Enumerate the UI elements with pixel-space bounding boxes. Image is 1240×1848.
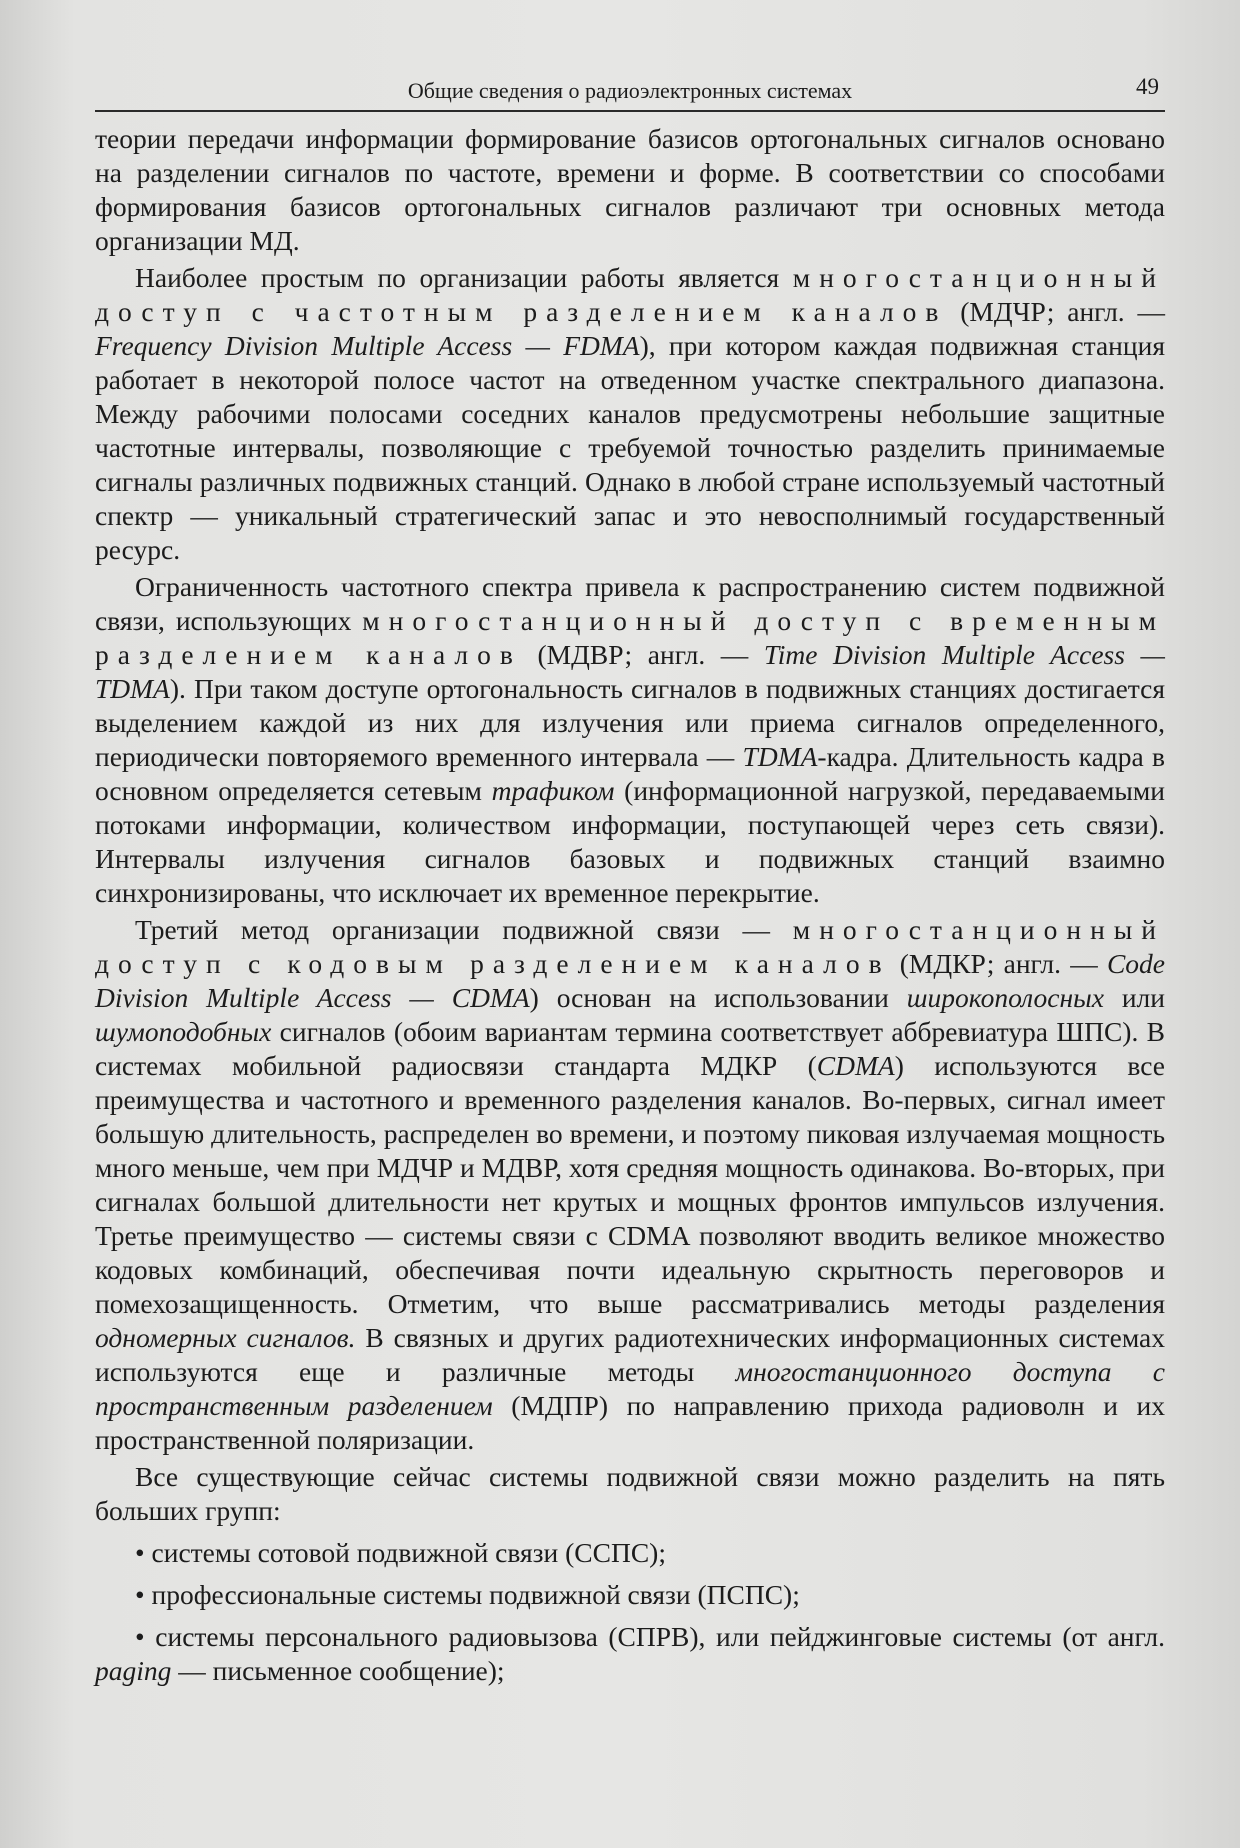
list-item-text: системы персонального радиовызова (СПРВ), или пейджинговые системы (от англ. (155, 1621, 1165, 1652)
tdma-body-3: (информационной нагрузкой, передаваемыми потоками информации, количеством информации, поступающей через сеть связи). Интервалы излучения сигналов базовых и подвижных станций взаимно синхронизированы, что исключает их временное перекрытие. (95, 775, 1165, 908)
fdma-lead: Наиболее простым по организации работы является (135, 262, 793, 293)
tdma-abbr: (МДВР; англ. — (521, 639, 764, 670)
system-groups-list (95, 1536, 1165, 1688)
paragraph-tdma (95, 570, 1165, 910)
tdma-lead: Ограниченность частотного спектра привела к распространению систем подвижной связи, использующих (95, 571, 1165, 636)
fdma-abbr: (МДЧР; англ. — (947, 296, 1165, 327)
noiselike-term: шумоподобных (95, 1016, 272, 1047)
cdma-body-2: сигналов (обоим вариантам термина соответствует аббревиатура ШПС). В системах мобильной радиосвязи стандарта МДКР ( (95, 1016, 1165, 1081)
spatial-division-term: многостанционного доступа с пространственным разделением (95, 1356, 1165, 1421)
tdma-frame: TDMA (742, 741, 818, 772)
running-header (95, 70, 1165, 112)
running-title: Общие сведения о радиоэлектронных системах (407, 78, 853, 103)
cdma-or: или (1103, 982, 1165, 1013)
paragraph-cdma (95, 913, 1165, 1457)
list-item (95, 1578, 1165, 1612)
fdma-term: многостанционный доступ с частотным разделением каналов (95, 262, 1165, 327)
paragraph-fdma (95, 261, 1165, 567)
tdma-term: многостанционный доступ с временным разделением каналов (95, 605, 1165, 670)
cdma-english: Code Division Multiple Access — CDMA (95, 948, 1165, 1013)
cdma-body-5: (МДПР) по направлению прихода радиоволн и их пространственной поляризации. (95, 1390, 1166, 1455)
fdma-body: ), при котором каждая подвижная станция работает в некоторой полосе частот на отведенном участке спектрального диапазона. Между рабочими полосами соседних каналов предусмотрены небольшие защитные частотные интервалы, позволяющие с требуемой точностью разделить принимаемые сигналы различных подвижных станций. Однако в любой стране используемый частотный спектр — уникальный стратегический запас и это невосполнимый государственный ресурс. (95, 330, 1165, 565)
cdma-body-4: В связных и других радиотехнических информационных системах используются еще и различные методы (95, 1322, 1165, 1387)
paragraph-intro: теории передачи информации формирование базисов ортогональных сигналов основано на разделении сигналов по частоте, времени и форме. В соответствии со способами формирования базисов ортогональных сигналов различают три основных метода организации МД. (95, 123, 1165, 256)
cdma-abbr: (МДКР; англ. — (890, 948, 1107, 979)
cdma-body: ) основан на использовании (529, 982, 907, 1013)
tdma-english: Time Division Multiple Access — TDMA (95, 639, 1166, 704)
body-text (95, 122, 1165, 1688)
cdma-lead: Третий метод организации подвижной связи — (135, 914, 793, 945)
list-item-text: профессиональные системы подвижной связи (ПСПС); (151, 1579, 800, 1610)
cdma-term: многостанционный доступ с кодовым разделением каналов (95, 914, 1165, 979)
cdma-standard: CDMA (816, 1050, 895, 1081)
traffic-term: трафиком (491, 775, 615, 806)
cdma-body-3: ) используются все преимущества и частотного и временного разделения каналов. Во-первых, сигнал имеет большую длительность, распределен во времени, и поэтому пиковая излучаемая мощность много меньше, чем при МДЧР и МДВР, хотя средняя мощность одинакова. Во-вторых, при сигналах большой длительности нет крутых и мощных фронтов импульсов излучения. Третье преимущество — системы связи с CDMA позволяют вводить великое множество кодовых комбинаций, обеспечивая почти идеальную скрытность переговоров и помехозащищенность. Отметим, что выше рассматривались методы разделения (95, 1050, 1165, 1319)
one-dimensional-term: одномерных сигналов. (95, 1322, 356, 1353)
book-page (95, 70, 1165, 1696)
list-item (95, 1620, 1165, 1688)
fdma-english: Frequency Division Multiple Access — FDMA (95, 330, 640, 361)
paragraph-groups: Все существующие сейчас системы подвижной связи можно разделить на пять больших групп: (95, 1461, 1165, 1526)
paging-term: paging (95, 1655, 172, 1686)
wideband-term: широкополосных (906, 982, 1104, 1013)
list-item-text: системы сотовой подвижной связи (ССПС); (151, 1537, 666, 1568)
list-item-text-end: — письменное сообщение); (171, 1655, 505, 1686)
tdma-body: ). При таком доступе ортогональность сигналов в подвижных станциях достигается выделением каждой из них для излучения или приема сигналов определенного, периодически повторяемого временного интервала — (95, 673, 1165, 772)
list-item (95, 1536, 1165, 1570)
tdma-body-2: -кадра. Длительность кадра в основном определяется сетевым (95, 741, 1165, 806)
page-number: 49 (1136, 74, 1159, 99)
